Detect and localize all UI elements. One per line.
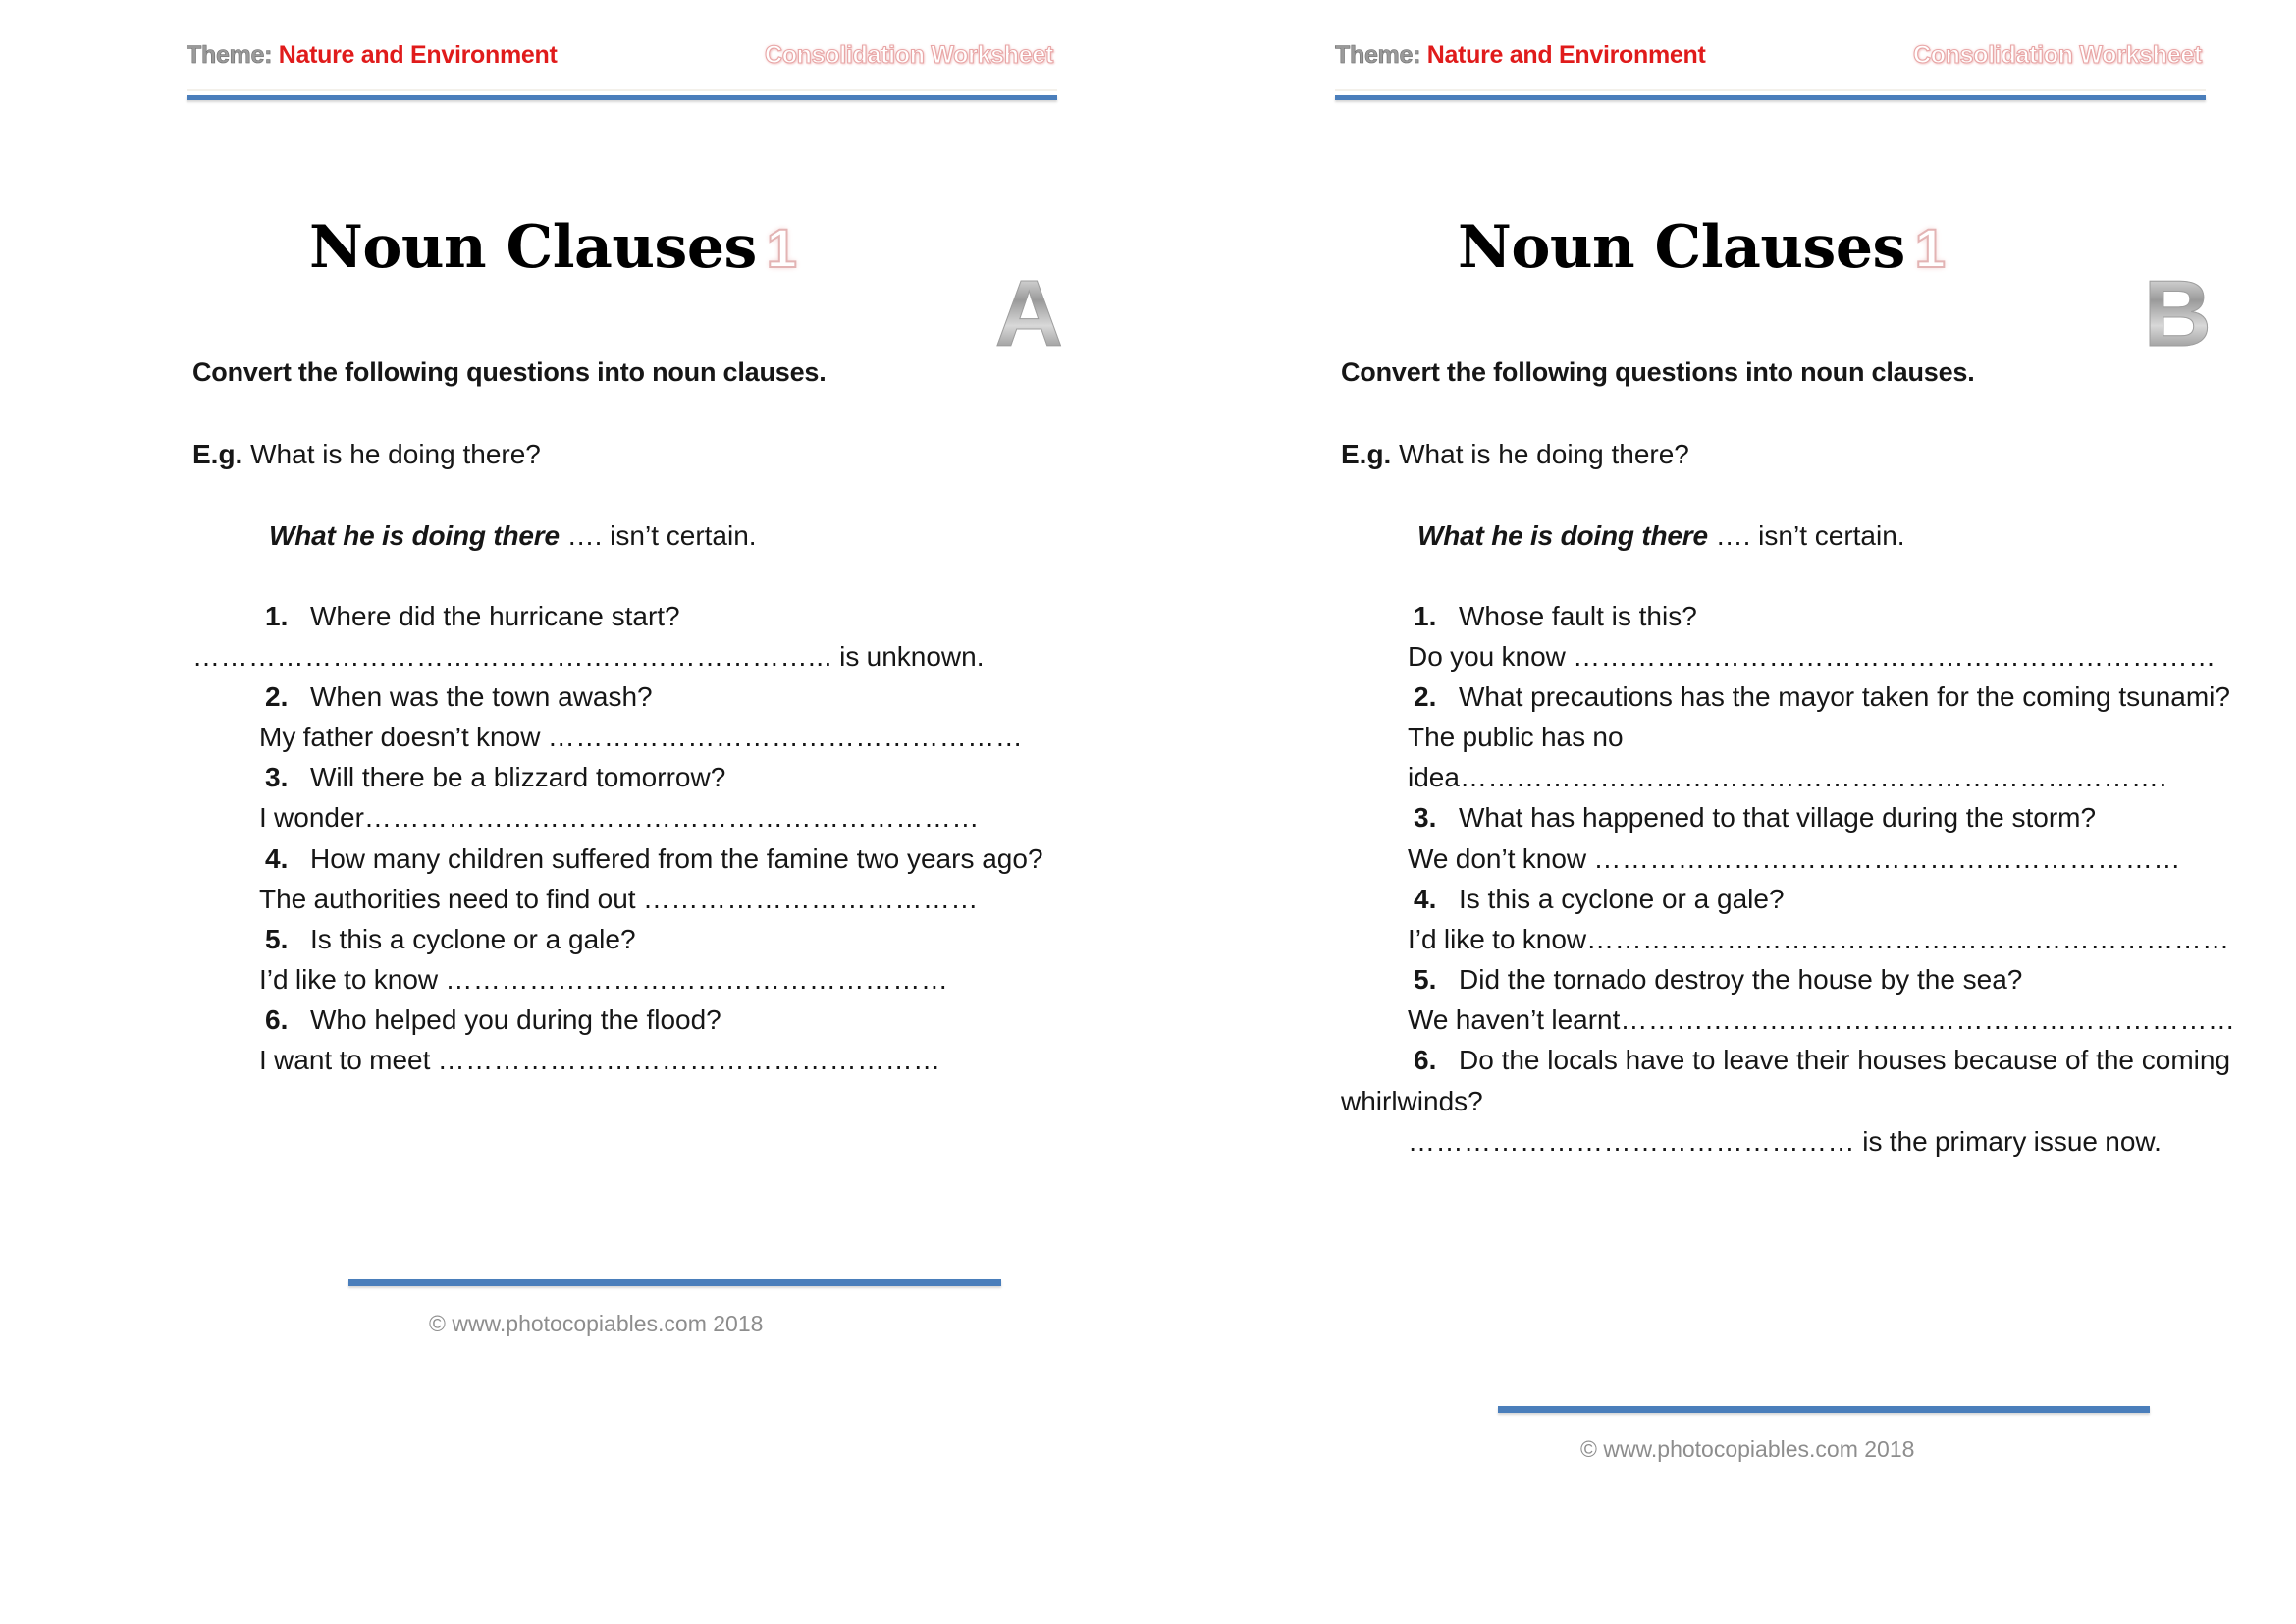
header-row [1335,41,2206,82]
list-item [192,839,1105,919]
footer-rule [348,1279,1001,1286]
question-line [1341,959,2254,1000]
example-clause: What he is doing there [1417,520,1708,552]
example-tail: …. isn’t certain. [1707,520,1905,552]
answer-prefix: We haven’t learnt [1408,1004,1621,1036]
answer-dots: …………………………………………………………… [1586,923,2230,954]
question-number: 6. [265,1004,289,1036]
answer-prefix: The authorities need to find out [259,883,643,914]
list-item [1341,677,2254,797]
question-text: Whose fault is this? [1459,600,1697,631]
question-line [192,757,1105,797]
worksheet-panel-b [1148,0,2296,1624]
answer-line[interactable] [1341,919,2254,959]
question-number: 3. [1414,802,1437,834]
answer-suffix: is the primary issue now. [1855,1125,2162,1157]
question-line [1341,797,2254,838]
title-block [1335,213,2237,326]
answer-prefix: I want to meet [259,1045,438,1076]
question-number: 2. [265,680,289,712]
theme-label: Theme: [187,41,273,69]
answer-prefix: The public has no idea [1408,722,1624,793]
footer-rule [1498,1406,2150,1413]
question-text: What has happened to that village during the storm? [1459,802,2097,834]
answer-line[interactable] [192,797,1105,838]
answer-dots: ……………………………………………… [437,1045,941,1076]
example-answer [1341,515,2254,556]
question-text: Where did the hurricane start? [310,600,680,631]
question-text: What precautions has the mayor taken for the coming tsunami? [1459,680,2230,712]
copyright-text: © www.photocopiables.com 2018 [1580,1436,1915,1462]
theme-line [1335,41,1706,70]
list-item [192,1000,1105,1080]
question-text: When was the town awash? [310,680,653,712]
title-block [187,213,1089,326]
theme-value: Nature and Environment [1426,41,1706,69]
theme-line [187,41,558,70]
answer-line[interactable] [192,1040,1105,1080]
answer-dots: ……………………………… [642,883,979,914]
question-line [192,839,1105,879]
question-line [1341,596,2254,636]
instruction-text: Convert the following questions into noun clauses. [192,357,827,387]
list-item [1341,797,2254,878]
question-text: Is this a cyclone or a gale? [1459,883,1785,914]
example-tag: E.g. [1341,439,1392,470]
answer-dots: ………………………………………… [1408,1125,1855,1157]
worksheet-body [1341,353,2254,1162]
answer-dots: ……………………………………………… [445,964,949,996]
answer-prefix: I wonder [259,802,364,834]
question-line [192,596,1105,636]
answer-line[interactable] [192,879,1105,919]
question-number: 2. [1414,680,1437,712]
answer-line[interactable] [1341,839,2254,879]
page-title [1335,213,2237,282]
list-item [1341,1040,2254,1161]
version-badge: B [2143,261,2212,366]
header-rule-thin [187,89,1057,91]
question-number: 3. [265,762,289,793]
answer-dots: ………………………………………………………… [1620,1004,2236,1036]
example-question: What is he doing there? [1399,439,1689,470]
example-tail: …. isn’t certain. [559,520,757,552]
answer-dots: ……………………………………………………… [1593,842,2181,874]
question-line [192,1000,1105,1040]
answer-prefix: I’d like to know [259,964,446,996]
list-item [192,596,1105,677]
version-badge: A [994,261,1063,366]
question-number: 5. [265,923,289,954]
example-tag: E.g. [192,439,243,470]
answer-prefix: We don’t know [1408,842,1594,874]
answer-dots: …………………………………………………………………. [1459,762,2167,793]
header-rule-thin [1335,89,2206,91]
question-list [1341,596,2254,1162]
question-line [192,919,1105,959]
answer-dots: …………………………………………………………... [192,640,832,672]
list-item [1341,959,2254,1040]
answer-prefix: I’d like to know [1408,923,1587,954]
example-answer [192,515,1105,556]
list-item [192,919,1105,1000]
page-title-text: Noun Clauses [1458,213,1905,282]
question-number: 1. [1414,600,1437,631]
worksheet-tag: Consolidation Worksheet [1912,41,2202,69]
theme-value: Nature and Environment [278,41,558,69]
instruction-text: Convert the following questions into noun clauses. [1341,357,1975,387]
example-line [192,434,1105,474]
list-item [192,757,1105,838]
answer-suffix: is unknown. [831,640,985,672]
page-title-number: 1 [1914,217,1946,279]
list-item [1341,879,2254,959]
answer-line[interactable] [1341,717,2254,797]
question-text: Do the locals have to leave their houses because of the coming whirlwinds? [1341,1045,2231,1116]
example-clause: What he is doing there [269,520,560,552]
worksheet-header [187,41,1057,102]
question-text: Will there be a blizzard tomorrow? [310,762,726,793]
answer-dots: …………………………………………… [547,722,1024,753]
answer-dots: …………………………………………………………… [1573,640,2216,672]
answer-dots: ………………………………………………………… [363,802,980,834]
question-line [1341,1040,2254,1120]
question-line [1341,677,2254,717]
header-rule [1335,95,2206,100]
answer-line[interactable] [1341,1000,2254,1040]
answer-line[interactable] [1341,636,2254,677]
answer-line[interactable] [192,959,1105,1000]
list-item [192,677,1105,757]
page-title-number: 1 [766,217,797,279]
copyright-text: © www.photocopiables.com 2018 [429,1311,764,1336]
question-number: 1. [265,600,289,631]
question-list [192,596,1105,1081]
question-number: 4. [265,842,289,874]
page-title [187,213,1089,282]
question-number: 5. [1414,964,1437,996]
question-text: Who helped you during the flood? [310,1004,721,1036]
answer-line[interactable] [1341,1121,2254,1162]
example-line [1341,434,2254,474]
question-line [1341,879,2254,919]
worksheet-header [1335,41,2206,102]
question-number: 4. [1414,883,1437,914]
question-text: How many children suffered from the famine two years ago? [310,842,1043,874]
theme-label: Theme: [1335,41,1421,69]
question-line [192,677,1105,717]
answer-prefix: Do you know [1408,640,1574,672]
page-title-text: Noun Clauses [309,213,757,282]
answer-prefix: My father doesn’t know [259,722,548,753]
list-item [1341,596,2254,677]
example-question: What is he doing there? [250,439,541,470]
answer-line[interactable] [192,636,1105,677]
question-text: Is this a cyclone or a gale? [310,923,636,954]
answer-line[interactable] [192,717,1105,757]
header-rule [187,95,1057,100]
worksheet-body [192,353,1105,1081]
question-number: 6. [1414,1045,1437,1076]
header-row [187,41,1057,82]
question-text: Did the tornado destroy the house by the sea? [1459,964,2023,996]
worksheet-tag: Consolidation Worksheet [764,41,1053,69]
